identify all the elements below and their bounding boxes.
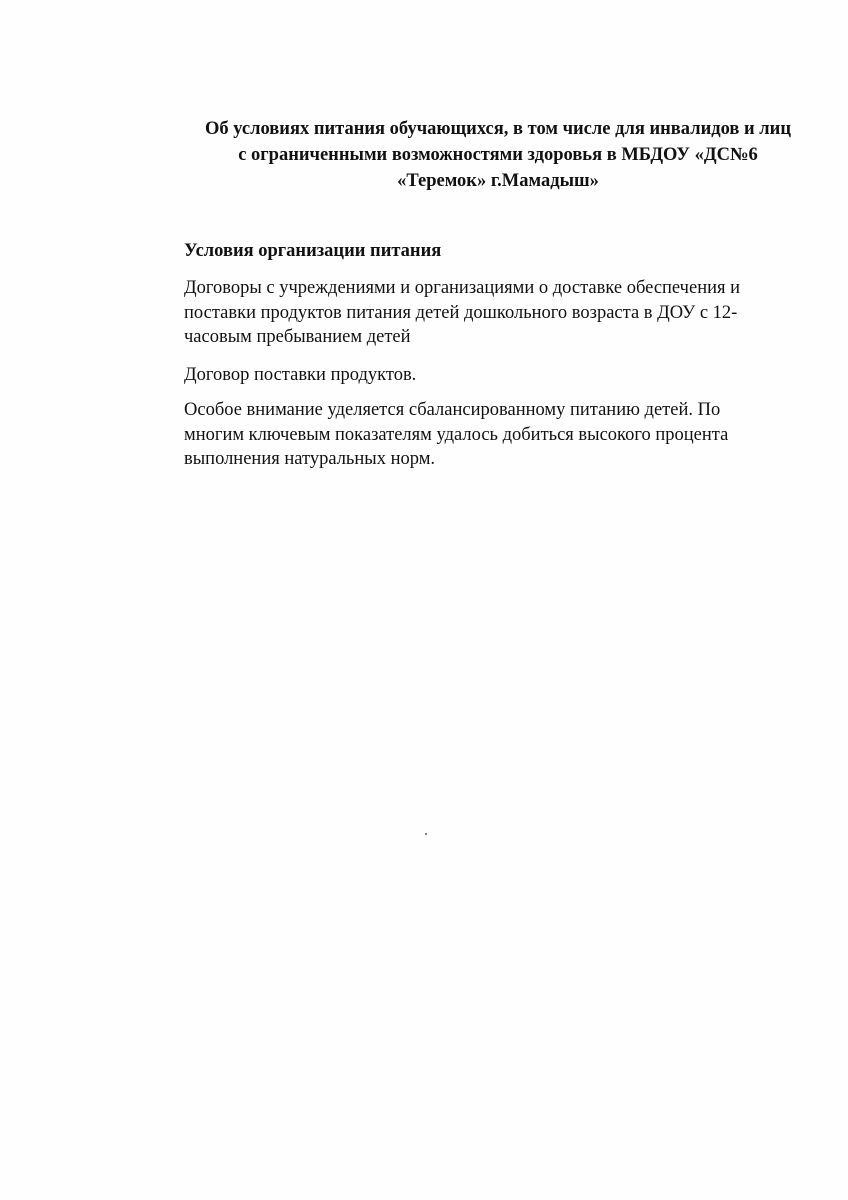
document-title bbox=[178, 116, 818, 194]
paragraph-balanced-nutrition bbox=[184, 398, 804, 472]
paragraph-line: поставки продуктов питания детей дошкольного возраста в ДОУ с 12- bbox=[184, 302, 738, 323]
paragraph-supply-contract bbox=[184, 363, 804, 388]
paragraph-line: Особое внимание уделяется сбалансированному питанию детей. По bbox=[184, 400, 721, 420]
title-line: с ограниченными возможностями здоровья в МБДОУ «ДС№6 bbox=[238, 145, 758, 165]
title-line: Об условиях питания обучающихся, в том числе для инвалидов и лиц bbox=[204, 119, 791, 139]
title-line: «Теремок» г.Мамадыш» bbox=[397, 171, 599, 191]
paragraph-contracts bbox=[184, 276, 804, 350]
paragraph-line: выполнения натуральных норм. bbox=[184, 449, 436, 469]
section-heading: Условия организации питания bbox=[184, 241, 442, 261]
paragraph-line: Договоры с учреждениями и организациями о доставке обеспечения и bbox=[184, 278, 741, 298]
paragraph-line: Договор поставки продуктов. bbox=[184, 365, 417, 385]
paragraph-line: многим ключевым показателям удалось добиться высокого процента bbox=[184, 424, 729, 445]
paragraph-line: часовым пребыванием детей bbox=[184, 327, 411, 347]
scan-speck bbox=[425, 833, 427, 835]
